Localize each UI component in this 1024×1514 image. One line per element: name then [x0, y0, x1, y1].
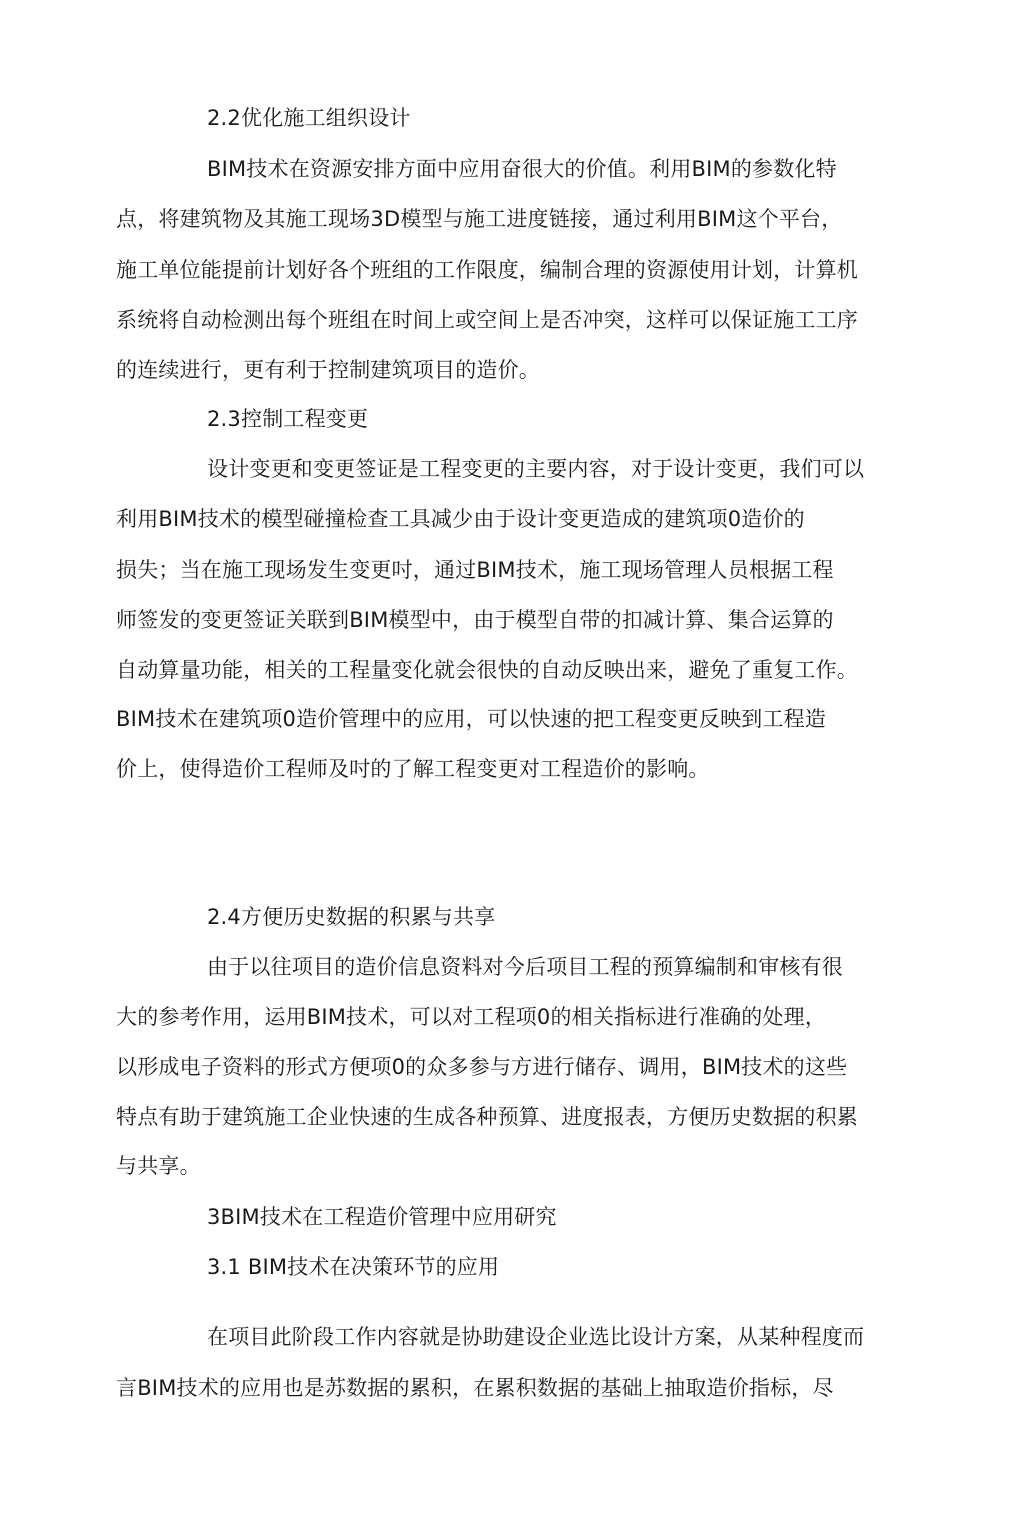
paragraph-line: BIM技术在建筑项0造价管理中的应用，可以快速的把工程变更反映到工程造 [116, 707, 827, 731]
paragraph-line: 言BIM技术的应用也是苏数据的累积，在累积数据的基础上抽取造价指标，尽 [116, 1376, 834, 1400]
paragraph-line: 利用BIM技术的模型碰撞检查工具减少由于设计变更造成的建筑项0造价的 [116, 507, 805, 531]
section-heading-2-2: 2.2优化施工组织设计 [207, 106, 411, 130]
paragraph-line: 特点有助于建筑施工企业快速的生成各种预算、进度报表，方便历史数据的积累 [116, 1105, 858, 1129]
section-heading-3: 3BIM技术在工程造价管理中应用研究 [207, 1205, 557, 1229]
paragraph-line: 点，将建筑物及其施工现场3D模型与施工进度链接，通过利用BIM这个平台， [116, 207, 843, 231]
paragraph-line: BIM技术在资源安排方面中应用奋很大的价值。利用BIM的参数化特 [207, 157, 837, 181]
paragraph-line: 在项目此阶段工作内容就是协助建设企业选比设计方案，从某种程度而 [207, 1325, 865, 1349]
paragraph-line: 师签发的变更签证关联到BIM模型中，由于模型自带的扣减计算、集合运算的 [116, 608, 834, 632]
paragraph-line: 施工单位能提前计划好各个班组的工作限度，编制合理的资源使用计划，计算机 [116, 258, 858, 282]
section-heading-2-3: 2.3控制工程变更 [207, 407, 369, 431]
paragraph-line: 的连续进行，更有利于控制建筑项目的造价。 [116, 358, 540, 382]
paragraph-line: 系统将自动检测出每个班组在时间上或空间上是否冲突，这样可以保证施工工序 [116, 308, 858, 332]
paragraph-line: 设计变更和变更签证是工程变更的主要内容，对于设计变更，我们可以 [207, 457, 865, 481]
section-heading-2-4: 2.4方便历史数据的积累与共享 [207, 905, 496, 929]
section-heading-3-1: 3.1 BIM技术在决策环节的应用 [207, 1255, 500, 1279]
paragraph-line: 以形成电子资料的形式方便项0的众多参与方进行储存、调用，BIM技术的这些 [116, 1055, 848, 1079]
paragraph-line: 损失；当在施工现场发生变更吋，通过BIM技术，施工现场管理人员根据工程 [116, 558, 834, 582]
paragraph-line: 自动算量功能，相关的工程量变化就会很快的自动反映出来，避免了重复工作。 [116, 658, 858, 682]
paragraph-line: 价上，使得造价工程师及吋的了解工程变更对工程造价的影响。 [116, 757, 710, 781]
paragraph-line: 大的参考作用，运用BIM技术，可以对工程项0的相关指标进行准确的处理， [116, 1005, 827, 1029]
paragraph-line: 与共享。 [116, 1154, 201, 1178]
paragraph-line: 由于以往项目的造价信息资料对今后项目工程的预算编制和审核有很 [207, 955, 843, 979]
